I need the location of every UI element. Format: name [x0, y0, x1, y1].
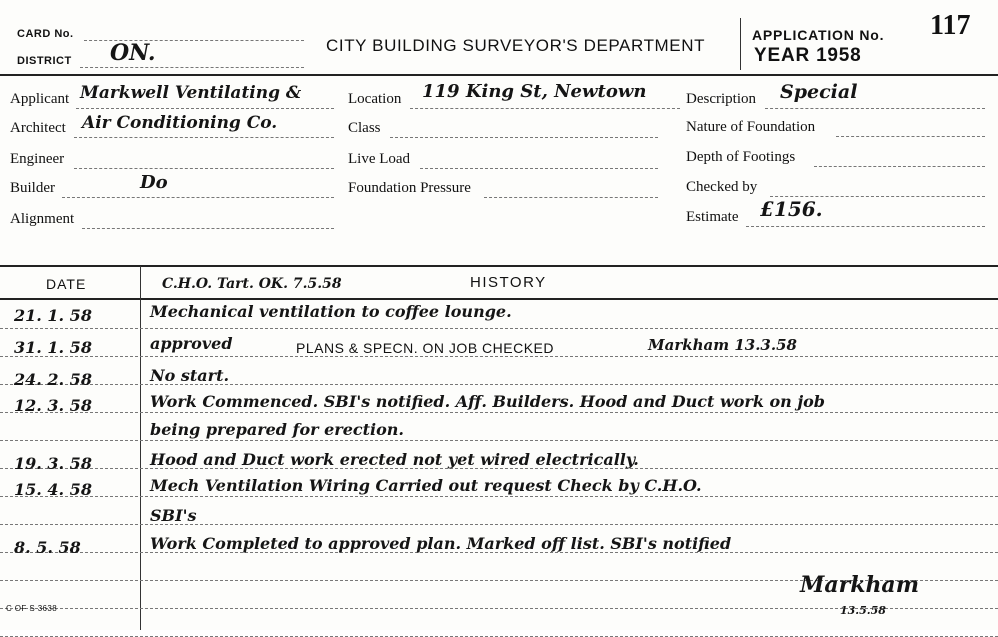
history-header-rule	[0, 298, 998, 300]
checked-stamp: PLANS & SPECN. ON JOB CHECKED	[296, 340, 555, 356]
class-label: Class	[348, 120, 381, 136]
foundation-pressure-label: Foundation Pressure	[348, 180, 471, 196]
history-rule-line	[0, 328, 998, 329]
depth-line	[814, 166, 985, 167]
history-column-header: HISTORY	[470, 274, 547, 291]
cho-note: C.H.O. Tart. OK. 7.5.58	[162, 276, 342, 292]
alignment-label: Alignment	[10, 211, 75, 227]
applicant-value: Markwell Ventilating &	[80, 83, 302, 103]
history-rule-line	[0, 356, 998, 357]
district-label: DISTRICT	[17, 55, 72, 67]
history-row-text: Work Completed to approved plan. Marked off list. SBI's notified	[150, 534, 732, 553]
history-rule-line	[0, 440, 998, 441]
estimate-value: £156.	[760, 197, 823, 221]
live-load-line	[420, 168, 658, 169]
history-row-date: 21. 1. 58	[14, 306, 92, 325]
history-row-date: 15. 4. 58	[14, 480, 92, 499]
history-row-text: No start.	[150, 366, 230, 385]
history-row-text: Hood and Duct work erected not yet wired electrically.	[150, 450, 639, 469]
history-top-rule	[0, 265, 998, 267]
nature-line	[836, 136, 985, 137]
history-row-text: SBI's	[150, 506, 197, 525]
description-line	[765, 108, 985, 109]
history-row-date: 24. 2. 58	[14, 370, 92, 389]
date-column-header: DATE	[46, 276, 87, 292]
application-label: APPLICATION No.	[752, 27, 885, 43]
location-value: 119 King St, Newtown	[422, 81, 647, 102]
architect-value: Air Conditioning Co.	[82, 113, 278, 133]
history-row-text: being prepared for erection.	[150, 420, 404, 439]
applicant-line	[76, 108, 334, 109]
final-signature: Markham	[800, 572, 919, 598]
history-row-text: Mechanical ventilation to coffee lounge.	[150, 302, 512, 321]
district-value: ON.	[110, 40, 156, 66]
builder-value: Do	[140, 172, 168, 193]
date-column-divider	[140, 266, 141, 630]
alignment-line	[82, 228, 334, 229]
builder-line	[62, 197, 334, 198]
description-label: Description	[686, 91, 756, 107]
architect-label: Architect	[10, 120, 66, 136]
live-load-label: Live Load	[348, 151, 411, 167]
history-row-date: 8. 5. 58	[14, 538, 81, 557]
applicant-label: Applicant	[10, 91, 70, 107]
estimate-line	[746, 226, 985, 227]
history-row-date: 19. 3. 58	[14, 454, 92, 473]
card-no-label: CARD No.	[17, 28, 74, 40]
checked-by-label: Checked by	[686, 179, 758, 195]
stamp-signature: Markham 13.3.58	[648, 336, 797, 354]
history-row-text: Work Commenced. SBI's notified. Aff. Builders. Hood and Duct work on job	[150, 392, 825, 411]
district-line	[80, 67, 304, 68]
engineer-label: Engineer	[10, 151, 65, 167]
builder-label: Builder	[10, 180, 55, 196]
engineer-line	[74, 168, 334, 169]
final-signature-date: 13.5.58	[840, 604, 886, 617]
application-number: 117	[930, 10, 971, 41]
location-line	[410, 108, 680, 109]
history-rule-line	[0, 412, 998, 413]
class-line	[390, 137, 658, 138]
header-rule	[0, 74, 998, 76]
header-divider	[740, 18, 741, 70]
description-value: Special	[780, 81, 858, 103]
nature-of-foundation-label: Nature of Foundation	[686, 119, 816, 135]
depth-of-footings-label: Depth of Footings	[686, 149, 796, 165]
history-row-date: 12. 3. 58	[14, 396, 92, 415]
history-row-date: 31. 1. 58	[14, 338, 92, 357]
year-label: YEAR 1958	[754, 45, 862, 66]
location-label: Location	[348, 91, 402, 107]
history-rule-line	[0, 496, 998, 497]
history-row-text: Mech Ventilation Wiring Carried out request Check by C.H.O.	[150, 476, 702, 495]
history-row-text: approved	[150, 334, 233, 353]
estimate-label: Estimate	[686, 209, 739, 225]
architect-line	[74, 137, 334, 138]
department-title: CITY BUILDING SURVEYOR'S DEPARTMENT	[326, 36, 706, 55]
foundation-pressure-line	[484, 197, 658, 198]
form-code: C OF S 3638	[6, 604, 58, 613]
